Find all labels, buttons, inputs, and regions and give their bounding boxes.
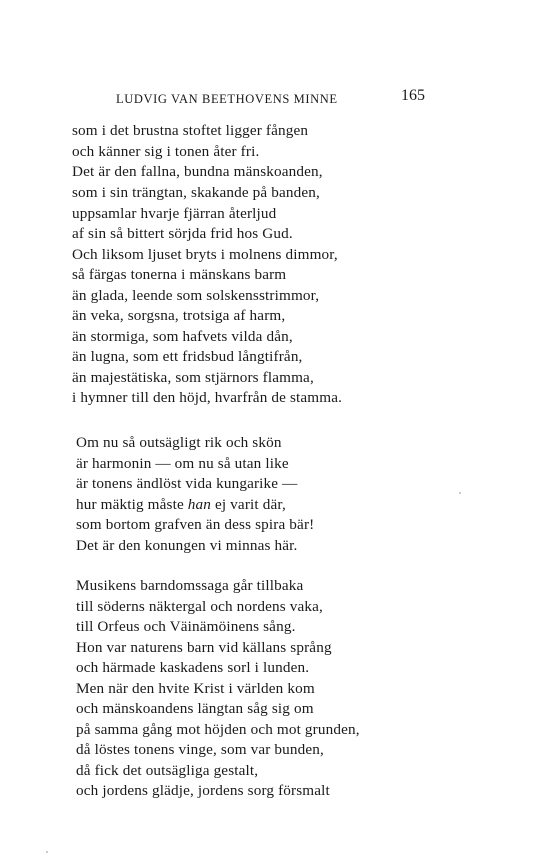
poem-line: och mänskoandens längtan såg sig om xyxy=(76,700,314,717)
poem-line: till Orfeus och Väinämöinens sång. xyxy=(76,618,296,635)
poem-line: är harmonin — om nu så utan like xyxy=(76,455,289,472)
poem-line: Och liksom ljuset bryts i molnens dimmor, xyxy=(72,246,338,263)
poem-line: Hon var naturens barn vid källans språng xyxy=(76,639,332,656)
paper-speck xyxy=(46,851,48,853)
poem-line: af sin så bittert sörjda frid hos Gud. xyxy=(72,225,293,242)
poem-line: Men när den hvite Krist i världen kom xyxy=(76,680,315,697)
poem-line-before: hur mäktig måste xyxy=(76,496,188,513)
paper-speck xyxy=(459,492,461,494)
poem-line: Det är den konungen vi minnas här. xyxy=(76,537,298,554)
poem-line: än lugna, som ett fridsbud långtifrån, xyxy=(72,348,303,365)
poem-line: uppsamlar hvarje fjärran återljud xyxy=(72,205,277,222)
poem-line: Musikens barndomssaga går tillbaka xyxy=(76,577,304,594)
poem-line: än veka, sorgsna, trotsiga af harm, xyxy=(72,307,286,324)
poem-line-after: ej varit där, xyxy=(211,496,286,513)
poem-line: och jordens glädje, jordens sorg försmalt xyxy=(76,782,330,799)
poem-line: så färgas tonerna i mänskans barm xyxy=(72,266,287,283)
poem-line: som i det brustna stoftet ligger fången xyxy=(72,122,309,139)
poem-line: Det är den fallna, bundna mänskoanden, xyxy=(72,163,323,180)
poem-line: till söderns näktergal och nordens vaka, xyxy=(76,598,323,615)
poem-line: då löstes tonens vinge, som var bunden, xyxy=(76,741,324,758)
poem-line: som bortom grafven än dess spira bär! xyxy=(76,516,315,533)
poem-line: än glada, leende som solskensstrimmor, xyxy=(72,287,320,304)
poem-line: och härmade kaskadens sorl i lunden. xyxy=(76,659,310,676)
poem-line: och känner sig i tonen åter fri. xyxy=(72,143,260,160)
poem-line: Om nu så outsägligt rik och skön xyxy=(76,434,282,451)
page-number: 165 xyxy=(401,87,425,104)
poem-line: i hymner till den höjd, hvarfrån de stamma. xyxy=(72,389,343,406)
poem-line xyxy=(76,496,286,514)
emphasized-word: han xyxy=(187,496,212,513)
poem-line: på samma gång mot höjden och mot grunden, xyxy=(76,721,360,738)
poem-line: än majestätiska, som stjärnors flamma, xyxy=(72,369,314,386)
poem-line: än stormiga, som hafvets vilda dån, xyxy=(72,328,293,345)
poem-line: är tonens ändlöst vida kungarike — xyxy=(76,475,298,492)
poem-line: då fick det outsägliga gestalt, xyxy=(76,762,259,779)
poem-line: som i sin trängtan, skakande på banden, xyxy=(72,184,320,201)
running-title: LUDVIG VAN BEETHOVENS MINNE xyxy=(116,92,338,106)
